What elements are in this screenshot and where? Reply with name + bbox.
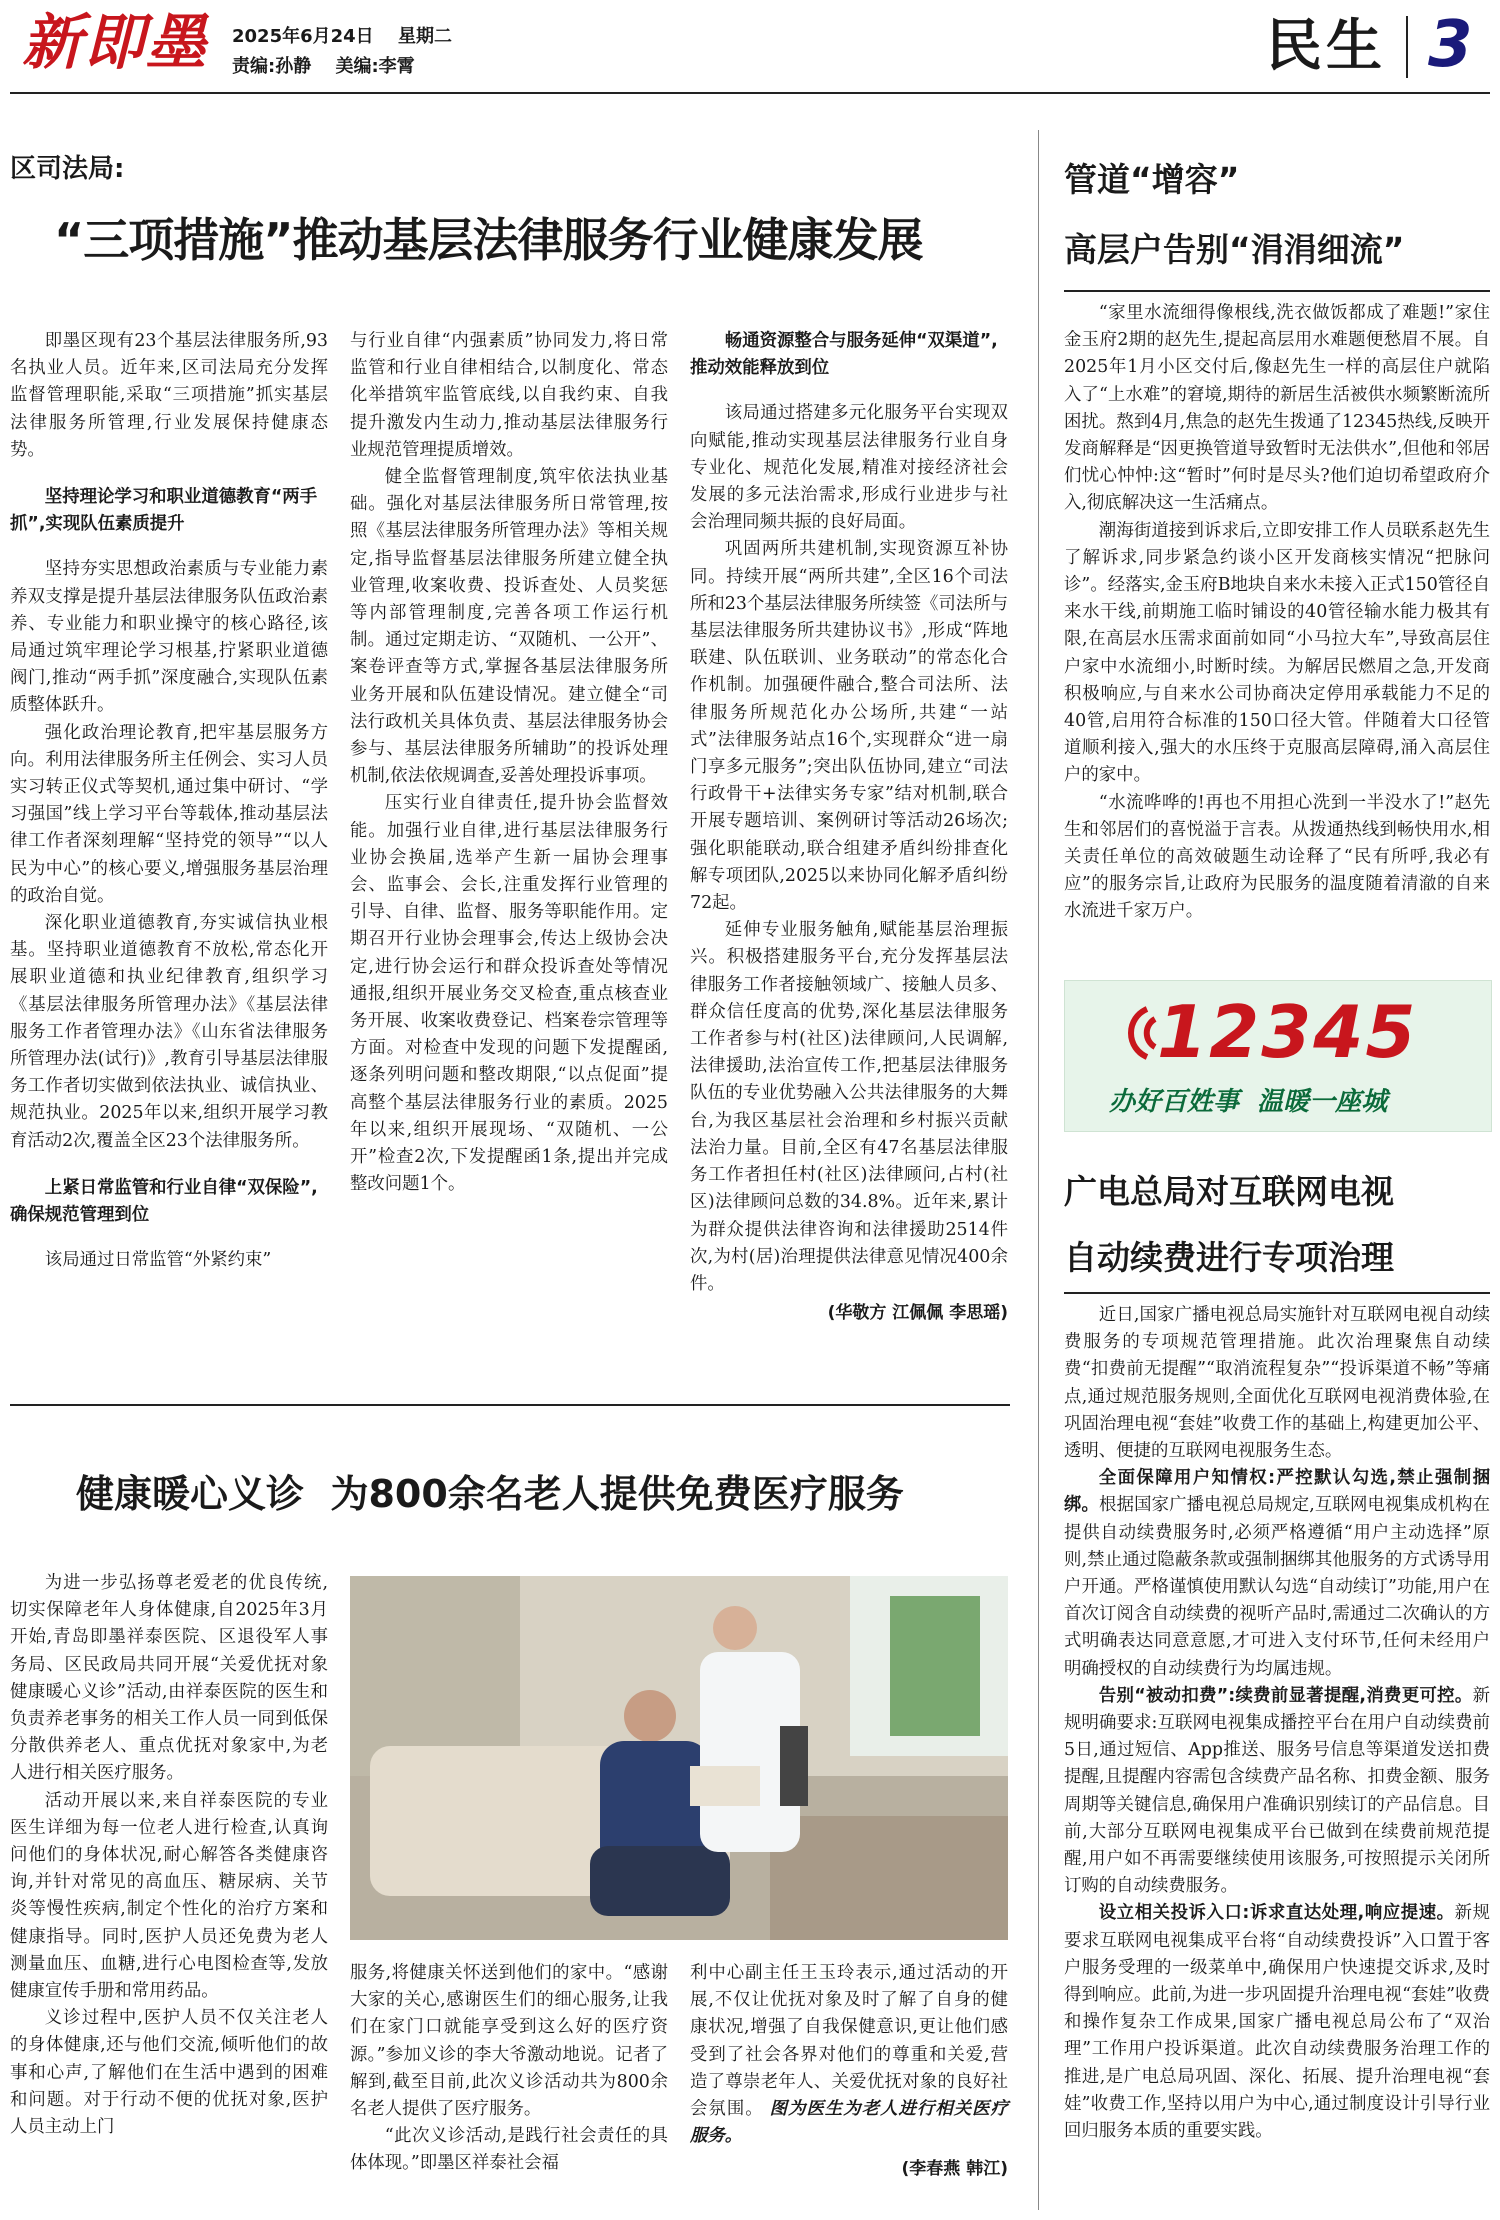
weekday-text: 星期二	[397, 26, 452, 47]
article3-body	[1064, 1302, 1490, 2145]
article1-headline: “三项措施”推动基层法律服务行业健康发展	[54, 213, 923, 267]
article3-headline-line2: 自动续费进行专项治理	[1064, 1238, 1394, 1277]
article4-para	[690, 1960, 1008, 2150]
article4-para: 服务,将健康关怀送到他们的家中。“感谢大家的关心,感谢医生们的细心服务,让我们在家门口就能享受到这么好的医疗资源。”参加义诊的李大爷激动地说。记者了解到,截至目前,此次义诊活动共为800余名老人提供了医疗服务。	[350, 1963, 668, 2120]
editor-text: 责编:孙静	[232, 56, 312, 77]
article3-para-text: 新规明确要求:互联网电视集成播控平台在用户自动续费前5日,通过短信、App推送、服务号信息等渠道发送扣费提醒,且提醒内容需包含续费产品名称、扣费金额、服务周期等关键信息,确保用户准确识别续订的产品信息。目前,大部分互联网电视集成平台已做到在续费前规范提醒,用户如不再需要继续使用该服务,可按照提示关闭所订购的自动续费服务。	[1064, 1685, 1490, 1897]
article2-para: 潮海街道接到诉求后,立即安排工作人员联系赵先生了解诉求,同步紧急约谈小区开发商核实情况“把脉问诊”。经落实,金玉府B地块自来水未接入正式150管径自来水干线,前期施工临时铺设的40管径输水能力极其有限,在高层水压需求面前如同“小马拉大车”,导致高层住户家中水流细小,时断时续。为解居民燃眉之急,开发商积极响应,与自来水公司协商决定停用承载能力不足的40管,启用符合标准的150口径大管。伴随着大口径管道顺利接入,强大的水压终于克服高层障碍,涌入高层住户的家中。	[1064, 520, 1490, 786]
article1-col2-para: 健全监督管理制度,筑牢依法执业基础。强化对基层法律服务所日常管理,按照《基层法律服务所管理办法》等相关规定,指导监督基层法律服务所建立健全执业管理,收案收费、投诉查处、人员奖惩等内部管理制度,完善各项工作运行机制。通过定期走访、“双随机、一公开”、案卷评查等方式,掌握各基层法律服务所业务开展和队伍建设情况。建立健全“司法行政机关具体负责、基层法律服务协会参与、基层法律服务所辅助”的投诉处理机制,依法依规调查,妥善处理投诉事项。	[350, 467, 668, 787]
hotline-slogan: 办好百姓事 温暖一座城	[1109, 1087, 1388, 1117]
newspaper-logo: 新即墨	[22, 8, 208, 78]
article3-para	[1064, 1683, 1490, 1901]
date-text: 2025年6月24日	[232, 26, 374, 47]
masthead-rule	[10, 92, 1490, 94]
issue-date	[232, 22, 452, 48]
column-divider	[1038, 130, 1039, 2210]
article3-lead: 全面保障用户知情权:严控默认勾选,禁止强制捆绑。	[1064, 1468, 1490, 1516]
article2-para: “水流哗哗的!再也不用担心洗到一半没水了!”赵先生和邻居们的喜悦溢于言表。从拨通热线到畅快用水,相关责任单位的高效破题生动诠释了“民有所呼,我必有应”的服务宗旨,让政府为民服务的温度随着清澈的自来水流进千家万户。	[1064, 792, 1490, 922]
article1-col3-para: 该局通过搭建多元化服务平台实现双向赋能,推动实现基层法律服务行业自身专业化、规范化发展,精准对接经济社会发展的多元法治需求,形成行业进步与社会治理同频共振的良好局面。	[690, 403, 1008, 533]
article4-photo	[350, 1576, 1008, 1940]
article2-headline-line2: 高层户告别“涓涓细流”	[1064, 230, 1405, 269]
article1-column-2	[350, 328, 668, 1199]
article4-para-text: 利中心副主任王玉玲表示,通过活动的开展,不仅让优抚对象及时了解了自身的健康状况,增强了自我保健意识,更让他们感受到了社会各界对他们的尊重和关爱,营造了尊崇老年人、关爱优抚对象的良好社会氛围。	[690, 1963, 1008, 2120]
section-name: 民生	[1266, 14, 1386, 79]
hotline-number: 12345	[1157, 990, 1418, 1074]
article1-col2-para: 与行业自律“内强素质”协同发力,将日常监管和行业自律相结合,以制度化、常态化举措筑牢监管底线,以自我约束、自我提升激发内生动力,推动基层法律服务行业规范管理提质增效。	[350, 331, 668, 460]
article4-para: 为进一步弘扬尊老爱老的优良传统,切实保障老年人身体健康,自2025年3月开始,青岛即墨祥泰医院、区退役军人事务局、区民政局共同开展“关爱优抚对象 健康暖心义诊”活动,由祥泰医院的医生和负责养老事务的相关工作人员一同到低保分散供养老人、重点优抚对象家中,为老人进行相关医疗服务。	[10, 1573, 328, 1784]
article2-para: “家里水流细得像根线,洗衣做饭都成了难题!”家住金玉府2期的赵先生,提起高层用水难题便愁眉不展。自2025年1月小区交付后,像赵先生一样的高层住户就陷入了“上水难”的窘境,期待的新居生活被供水频繁断流所困扰。熬到4月,焦急的赵先生拨通了12345热线,反映开发商解释是“因更换管道导致暂时无法供水”,但他和邻居们忧心忡忡:这“暂时”何时是尽头?他们迫切希望政府介入,彻底解决这一生活痛点。	[1064, 303, 1490, 514]
page-number: 3	[1428, 8, 1473, 82]
article1-byline: (华敬方 江佩佩 李思瑶)	[827, 1303, 1008, 1324]
article1-column-1	[10, 328, 328, 1275]
masthead	[0, 0, 1500, 96]
article1-col3-para: 延伸专业服务触角,赋能基层治理振兴。积极搭建服务平台,充分发挥基层法律服务工作者接触领域广、接触人员多、群众信任度高的优势,深化基层法律服务工作者参与村(社区)法律顾问,人民调解,法律援助,法治宣传工作,把基层法律服务队伍的专业优势融入公共法律服务的大舞台,为我区基层社会治理和乡村振兴贡献法治力量。目前,全区有47名基层法律服务工作者担任村(社区)法律顾问,占村(社区)法律顾问总数的34.8%。近年来,累计为群众提供法律咨询和法律援助2514件次,为村(居)治理提供法律意见情况400余件。	[690, 920, 1008, 1294]
article1-col1-para: 该局通过日常监管“外紧约束”	[44, 1250, 272, 1271]
article1-kicker: 区司法局:	[10, 154, 125, 184]
article4-column-1	[10, 1570, 328, 2141]
article1-subheading: 上紧日常监管和行业自律“双保险”,确保规范管理到位	[10, 1177, 318, 1226]
section-divider	[1406, 16, 1408, 78]
phone-signal-icon	[1117, 1003, 1157, 1063]
article3-headline-line1: 广电总局对互联网电视	[1064, 1172, 1394, 1211]
article2-body	[1064, 300, 1490, 926]
article2-head-rule	[1064, 290, 1490, 292]
art-editor-text: 美编:李霄	[335, 56, 415, 77]
article1-col1-para: 即墨区现有23个基层法律服务所,93名执业人员。近年来,区司法局充分发挥监督管理职能,采取“三项措施”抓实基层法律服务所管理,行业发展保持健康态势。	[10, 331, 328, 460]
article3-lead: 设立相关投诉入口:诉求直达处理,响应提速。	[1098, 1903, 1455, 1924]
article1-subheading: 坚持理论学习和职业道德教育“两手抓”,实现队伍素质提升	[10, 487, 318, 535]
article1-col3-para: 巩固两所共建机制,实现资源互补协同。持续开展“两所共建”,全区16个司法所和23个基层法律服务所续签《司法所与基层法律服务所共建协议书》,形成“阵地联建、队伍联训、业务联动”的常态化合作机制。加强硬件融合,整合司法所、法律服务所规范化办公场所,共建“一站式”法律服务站点16个,实现群众“进一扇门享多元服务”;突出队伍协同,建立“司法行政骨干+法律实务专家”结对机制,联合开展专题培训、案例研讨等活动26场次;强化职能联动,联合组建矛盾纠纷排查化解专项团队,2025以来协同化解矛盾纠纷72起。	[690, 539, 1008, 914]
article1-col1-para: 深化职业道德教育,夯实诚信执业根基。坚持职业道德教育不放松,常态化开展职业道德和执业纪律教育,组织学习《基层法律服务所管理办法》《基层法律服务工作者管理办法》《山东省法律服务所管理办法(试行)》,教育引导基层法律服务工作者切实做到依法执业、诚信执业、规范执业。2025年以来,组织开展学习教育活动2次,覆盖全区23个法律服务所。	[10, 913, 328, 1151]
photo-caption: 图为医生为老人进行相关医疗服务。	[690, 2099, 1008, 2147]
editor-credits	[232, 52, 415, 78]
article4-para: 义诊过程中,医护人员不仅关注老人的身体健康,还与他们交流,倾听他们的故事和心声,了解他们在生活中遇到的困难和问题。对于行动不便的优抚对象,医护人员主动上门	[10, 2008, 328, 2138]
article4-byline: (李春燕 韩江)	[901, 2159, 1008, 2180]
article1-col2-para: 压实行业自律责任,提升协会监督效能。加强行业自律,进行基层法律服务行业协会换届,选举产生新一届协会理事会、监事会、会长,注重发挥行业管理的引导、自律、监督、服务等职能作用。定期召开行业协会理事会,传达上级协会决定,进行协会运行和群众投诉查处等情况通报,组织开展业务交叉检查,重点核查业务开展、收案收费登记、档案卷宗管理等方面。对检查中发现的问题下发提醒函,逐条列明问题和整改期限,“以点促面”提高整个基层法律服务行业的素质。2025年以来,组织开展现场、“双随机、一公开”检查2次,下发提醒函1条,提出并完成整改问题1个。	[350, 793, 668, 1195]
article1-subheading: 畅通资源整合与服务延伸“双渠道”,推动效能释放到位	[690, 331, 998, 379]
article2-headline-line1: 管道“增容”	[1064, 160, 1240, 199]
article1-col1-para: 强化政治理论教育,把牢基层服务方向。利用法律服务所主任例会、实习人员实习转正仪式等契机,通过集中研讨、“学习强国”线上学习平台等载体,推动基层法律工作者深刻理解“坚持党的领导”“以人民为中心”的核心要义,增强服务基层治理的政治自觉。	[10, 722, 328, 906]
article3-head-rule	[1064, 1292, 1490, 1294]
article4-headline: 健康暖心义诊 为800余名老人提供免费医疗服务	[76, 1472, 904, 1516]
article3-para	[1064, 1900, 1490, 2145]
article4-column-3	[690, 1960, 1008, 2179]
hotline-banner	[1064, 980, 1492, 1132]
article1-col1-para: 坚持夯实思想政治素质与专业能力素养双支撑是提升基层法律服务队伍政治素养、专业能力和职业操守的核心路径,该局通过筑牢理论学习根基,拧紧职业道德阀门,推动“两手抓”深度融合,实现队伍素质整体跃升。	[10, 559, 328, 716]
article4-column-2	[350, 1960, 668, 2178]
article3-para-text: 新规要求互联网电视集成平台将“自动续费投诉”入口置于客户服务受理的一级菜单中,确保用户快速提交诉求,及时得到响应。此前,为进一步巩固提升治理电视“套娃”收费和操作复杂工作成果,国家广播电视总局公布了“双治理”工作用户投诉渠道。此次自动续费服务治理工作的推进,是广电总局巩固、深化、拓展、提升治理电视“套娃”收费工作,坚持以用户为中心,通过制度设计引导行业回归服务本质的重要实践。	[1064, 1903, 1490, 2142]
article4-para: “此次义诊活动,是践行社会责任的具体体现。”即墨区祥泰社会福	[350, 2126, 668, 2174]
article3-para	[1064, 1465, 1490, 1683]
article1-bottom-rule	[10, 1404, 1010, 1406]
article3-para-text: 根据国家广播电视总局规定,互联网电视集成机构在提供自动续费服务时,必须严格遵循“用户主动选择”原则,禁止通过隐蔽条款或强制捆绑其他服务的方式诱导用户开通。严格谨慎使用默认勾选“自动续订”功能,用户在首次订阅含自动续费的视听产品时,需通过二次确认的方式明确表达同意意愿,才可进入支付环节,任何未经用户明确授权的自动续费行为均属违规。	[1064, 1495, 1490, 1679]
article3-para: 近日,国家广播电视总局实施针对互联网电视自动续费服务的专项规范管理措施。此次治理聚焦自动续费“扣费前无提醒”“取消流程复杂”“投诉渠道不畅”等痛点,通过规范服务规则,全面优化互联网电视消费体验,在巩固治理电视“套娃”收费工作的基础上,构建更加公平、透明、便捷的互联网电视服务生态。	[1064, 1305, 1490, 1462]
article3-lead: 告别“被动扣费”:续费前显著提醒,消费更可控。	[1098, 1685, 1473, 1706]
article4-para: 活动开展以来,来自祥泰医院的专业医生详细为每一位老人进行检查,认真询问他们的身体状况,耐心解答各类健康咨询,并针对常见的高血压、糖尿病、关节炎等慢性疾病,制定个性化的治疗方案和健康指导。同时,医护人员还免费为老人测量血压、血糖,进行心电图检查等,发放健康宣传手册和常用药品。	[10, 1790, 328, 2002]
article1-column-3	[690, 328, 1008, 1323]
